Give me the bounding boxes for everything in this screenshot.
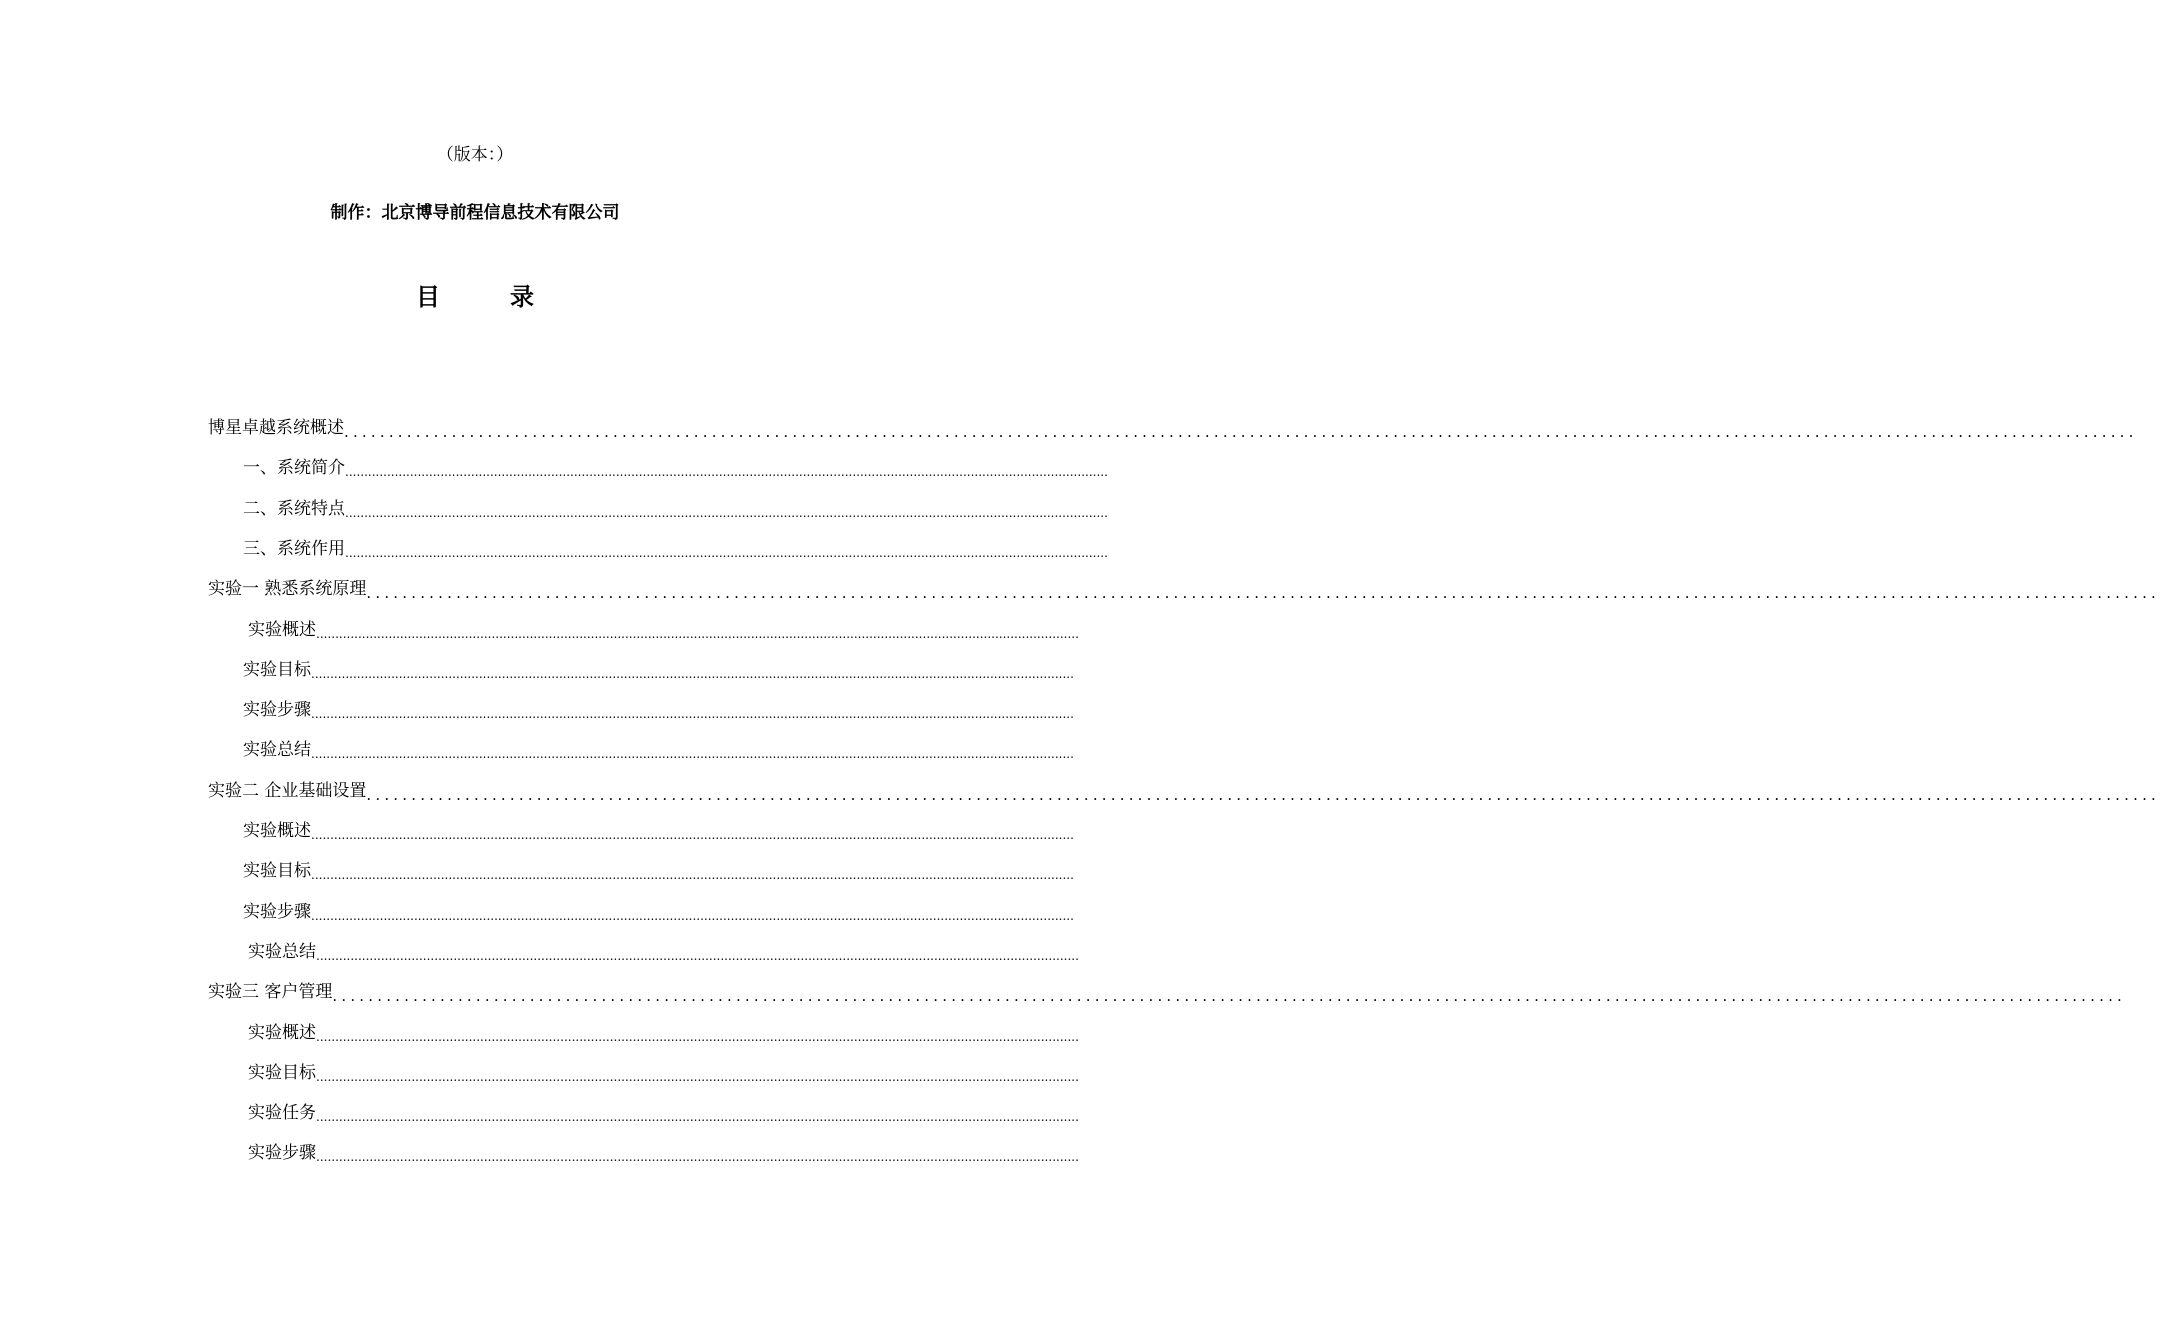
toc-entry[interactable] xyxy=(208,776,2160,804)
toc-title xyxy=(0,281,950,313)
toc-leader-dots: ........................................................................................................................................................................................................ xyxy=(345,546,1108,560)
toc-entry[interactable] xyxy=(243,735,1074,761)
toc-entry-label: 实验三 客户管理 xyxy=(208,982,333,1002)
toc-entry-label: 实验任务 xyxy=(248,1103,316,1123)
toc-entry-label: 实验步骤 xyxy=(248,1143,316,1163)
toc-leader-dots: ........................................................................................................................................................................................................ xyxy=(316,1150,1079,1164)
toc-leader-dots: ........................................................................................................................................................................................................ xyxy=(345,506,1108,520)
toc-leader-dots: ........................................................................................................................................................................................................ xyxy=(311,828,1074,842)
toc-leader-dots: ........................................................................................................................................................................................................ xyxy=(311,707,1074,721)
toc-leader-dots: ........................................................................................................................................................................................................ xyxy=(316,1070,1079,1084)
toc-entry[interactable] xyxy=(248,1098,1079,1124)
toc-entry-label: 实验概述 xyxy=(243,821,311,841)
toc-entry[interactable] xyxy=(243,655,1074,681)
toc-leader-dots: ........................................................................................................................................................................................................ xyxy=(332,987,2127,1005)
toc-entry[interactable] xyxy=(208,977,2127,1005)
toc-leader-dots: ........................................................................................................................................................................................................ xyxy=(366,786,2160,804)
toc-entry-label: 一、系统简介 xyxy=(243,458,345,478)
toc-leader-dots: ........................................................................................................................................................................................................ xyxy=(311,667,1074,681)
toc-entry-label: 实验概述 xyxy=(248,620,316,640)
toc-leader-dots: ........................................................................................................................................................................................................ xyxy=(311,909,1074,923)
toc-entry[interactable] xyxy=(208,574,2160,602)
toc-leader-dots: ........................................................................................................................................................................................................ xyxy=(316,949,1079,963)
toc-leader-dots: ........................................................................................................................................................................................................ xyxy=(345,465,1108,479)
toc-entry-label: 实验一 熟悉系统原理 xyxy=(208,579,367,599)
toc-leader-dots: ........................................................................................................................................................................................................ xyxy=(366,584,2160,602)
toc-entry[interactable] xyxy=(248,615,1079,641)
toc-entry-label: 博星卓越系统概述 xyxy=(208,418,344,438)
toc-entry-label: 实验总结 xyxy=(243,740,311,760)
toc-entry[interactable] xyxy=(243,695,1074,721)
toc-title-left: 目 xyxy=(416,283,440,311)
toc-entry-label: 实验目标 xyxy=(243,660,311,680)
toc-leader-dots: ........................................................................................................................................................................................................ xyxy=(316,1110,1079,1124)
toc-entry-label: 二、系统特点 xyxy=(243,499,345,519)
toc-entry[interactable] xyxy=(243,897,1074,923)
toc-entry-label: 实验目标 xyxy=(243,861,311,881)
toc-entry[interactable] xyxy=(248,1018,1079,1044)
toc-leader-dots: ........................................................................................................................................................................................................ xyxy=(311,747,1074,761)
toc-entry-label: 实验二 企业基础设置 xyxy=(208,781,367,801)
toc-entry-label: 实验概述 xyxy=(248,1023,316,1043)
toc-leader-dots: ........................................................................................................................................................................................................ xyxy=(316,627,1079,641)
toc-entry[interactable] xyxy=(243,816,1074,842)
toc-leader-dots: ........................................................................................................................................................................................................ xyxy=(344,423,2138,441)
version-line: （版本：） xyxy=(436,145,514,165)
toc-entry[interactable] xyxy=(243,494,1108,520)
toc-entry[interactable] xyxy=(208,413,2138,441)
toc-entry[interactable] xyxy=(243,856,1074,882)
toc-entry-label: 实验目标 xyxy=(248,1063,316,1083)
toc-entry-label: 实验步骤 xyxy=(243,902,311,922)
toc-title-right: 录 xyxy=(510,283,534,311)
toc-entry[interactable] xyxy=(248,1138,1079,1164)
toc-leader-dots: ........................................................................................................................................................................................................ xyxy=(316,1030,1079,1044)
toc-entry-label: 实验步骤 xyxy=(243,700,311,720)
toc-entry[interactable] xyxy=(243,453,1108,479)
toc-entry[interactable] xyxy=(248,1058,1079,1084)
toc-leader-dots: ........................................................................................................................................................................................................ xyxy=(311,868,1074,882)
toc-entry[interactable] xyxy=(243,534,1108,560)
toc-entry-label: 三、系统作用 xyxy=(243,539,345,559)
toc-entry-label: 实验总结 xyxy=(248,942,316,962)
maker-line: 制作：北京博导前程信息技术有限公司 xyxy=(330,203,620,223)
toc-entry[interactable] xyxy=(248,937,1079,963)
